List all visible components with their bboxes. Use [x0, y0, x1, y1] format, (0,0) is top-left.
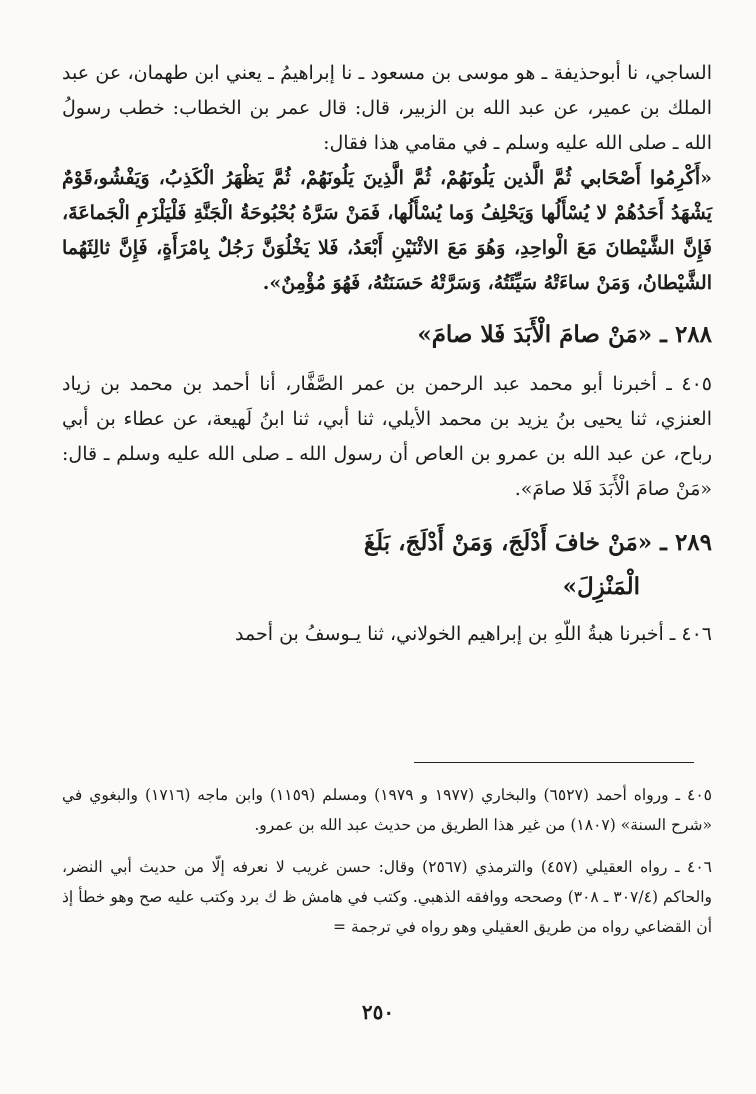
footnote-405: ٤٠٥ ـ ورواه أحمد (٦٥٢٧) والبخاري (١٩٧٧ و ١٩٧٩) ومسلم (١١٥٩) وابن ماجه (١٧١٦) والبغوي في «شرح السنة» (١٨٠٧) من غير هذا الطريق من حديث عبد الله بن عمرو.	[62, 786, 712, 834]
heading-289-line-2: الْمَنْزِلَ»	[562, 573, 640, 600]
main-text	[62, 56, 712, 652]
hadith-text: «أَكْرِمُوا أَصْحَابي ثُمَّ الَّذين يَلُونَهُمْ، ثُمَّ الَّذِينَ يَلُونَهُمْ، ثُمَّ يَظْهَرُ الْكَذِبُ، وَيَفْشُو،قَوْمٌ يَشْهَدُ أَحَدُهُمْ لا يُسْأَلُها وَيَحْلِفُ وَما يُسْأَلُها، فَمَنْ سَرَّهُ بُحْبُوحَةُ الْجَنَّةِ فَلْيَلْزَمِ الْجَماعَةَ، فَإِنَّ الشَّيْطانَ مَعَ الْواحِدِ، وَهُوَ مَعَ الاثْنَيْنِ أَبْعَدُ، فَلا يَخْلُوَنَّ رَجُلٌ بِامْرَأَةٍ، فَإِنَّ ثالِثَهُما الشَّيْطانُ، وَمَنْ ساءَتْهُ سَيِّئَتُهُ، وَسَرَّتْهُ حَسَنَتُهُ، فَهُوَ مُؤْمِنٌ».	[62, 167, 712, 294]
paragraph-406: ٤٠٦ ـ أخبرنا هبةُ اللّهِ بن إبراهيم الخولاني، ثنا يـوسفُ بن أحمد	[235, 623, 712, 645]
paragraph-405: ٤٠٥ ـ أخبرنا أبو محمد عبد الرحمن بن عمر الصَّفَّار، أنا أحمد بن محمد بن زياد العنزي، ثنا يحيى بنُ يزيد بن محمد الأيلي، ثنا أبي، ثنا ابنُ لَهيعة، عن عطاء بن أبي رباح، عن عبد الله بن عمرو بن العاص أن رسول الله ـ صلى الله عليه وسلم ـ قال: «مَنْ صامَ الْأَبَدَ فَلا صامَ».	[62, 373, 712, 500]
section-heading-288: ٢٨٨ ـ «مَنْ صامَ الْأَبَدَ فَلا صامَ»	[417, 321, 712, 348]
section-heading-289	[62, 521, 712, 609]
paragraph-isnad: الساجي، نا أبوحذيفة ـ هو موسى بن مسعود ـ نا إبراهيمُ ـ يعني ابن طهمان، عن عبد الملك بن عمير، عن عبد الله بن الزبير، قال: قال عمر بن الخطاب: خطب رسولُ الله ـ صلى الله عليه وسلم ـ في مقامي هذا فقال:	[62, 62, 712, 154]
footnote-406: ٤٠٦ ـ رواه العقيلي (٤٥٧) والترمذي (٢٥٦٧) وقال: حسن غريب لا نعرفه إلّا من حديث أبي النضر، والحاكم (٣٠٧/٤ ـ ٣٠٨) وصححه ووافقه الذهبي. وكتب في هامش ظ ك برد وكتب عليه صح وهو خطأ إذ أن القضاعي رواه من طريق العقيلي وهو رواه في ترجمة =	[62, 858, 712, 936]
heading-289-line-1: ٢٨٩ ـ «مَنْ خافَ أَدْلَجَ، وَمَنْ أَدْلَجَ، بَلَغَ	[363, 529, 712, 556]
footnotes	[62, 780, 712, 954]
page-number: ٢٥٠	[361, 1000, 395, 1024]
footnote-separator	[414, 762, 694, 763]
